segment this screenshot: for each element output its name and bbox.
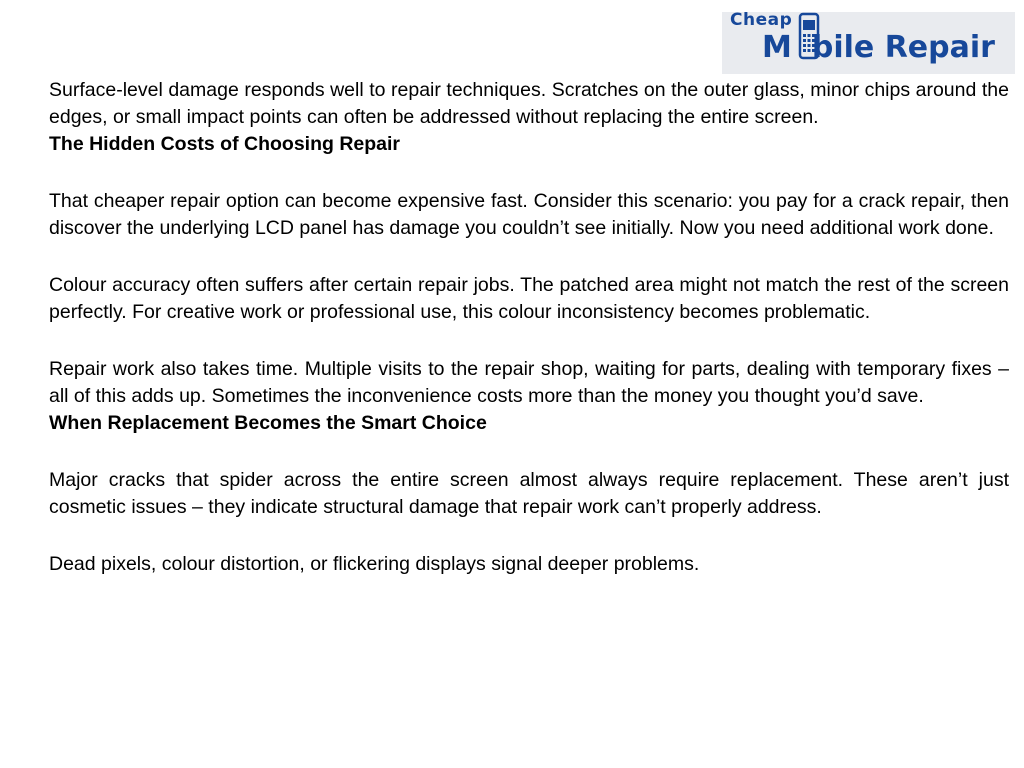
heading-hidden-costs: The Hidden Costs of Choosing Repair [49,133,401,155]
paragraph-takes-time: Repair work also takes time. Multiple visits to the repair shop, waiting for parts, dealing with temporary fixes – all of this adds up. Sometimes the inconvenience costs more than the money you thought you’d save. [49,358,1009,407]
paragraph-surface-damage: Surface-level damage responds well to repair techniques. Scratches on the outer glass, minor chips around the edges, or small impact points can often be addressed without replacing the entire screen. [49,79,1009,128]
logo-main-text: M bile Repair [762,30,995,65]
heading-replacement-smart: When Replacement Becomes the Smart Choice [49,412,487,434]
paragraph-dead-pixels: Dead pixels, colour distortion, or flickering displays signal deeper problems. [49,553,700,575]
article-body [49,77,1009,578]
paragraph-major-cracks: Major cracks that spider across the entire screen almost always require replacement. These aren’t just cosmetic issues – they indicate structural damage that repair work can’t properly address. [49,469,1009,518]
logo-cheap-text: Cheap [730,10,793,30]
paragraph-expensive-fast: That cheaper repair option can become expensive fast. Consider this scenario: you pay for a crack repair, then discover the underlying LCD panel has damage you couldn’t see initially. Now you need additional work done. [49,190,1009,239]
paragraph-colour-accuracy: Colour accuracy often suffers after certain repair jobs. The patched area might not match the rest of the screen perfectly. For creative work or professional use, this colour inconsistency becomes problematic. [49,274,1009,323]
brand-logo [722,12,1015,74]
